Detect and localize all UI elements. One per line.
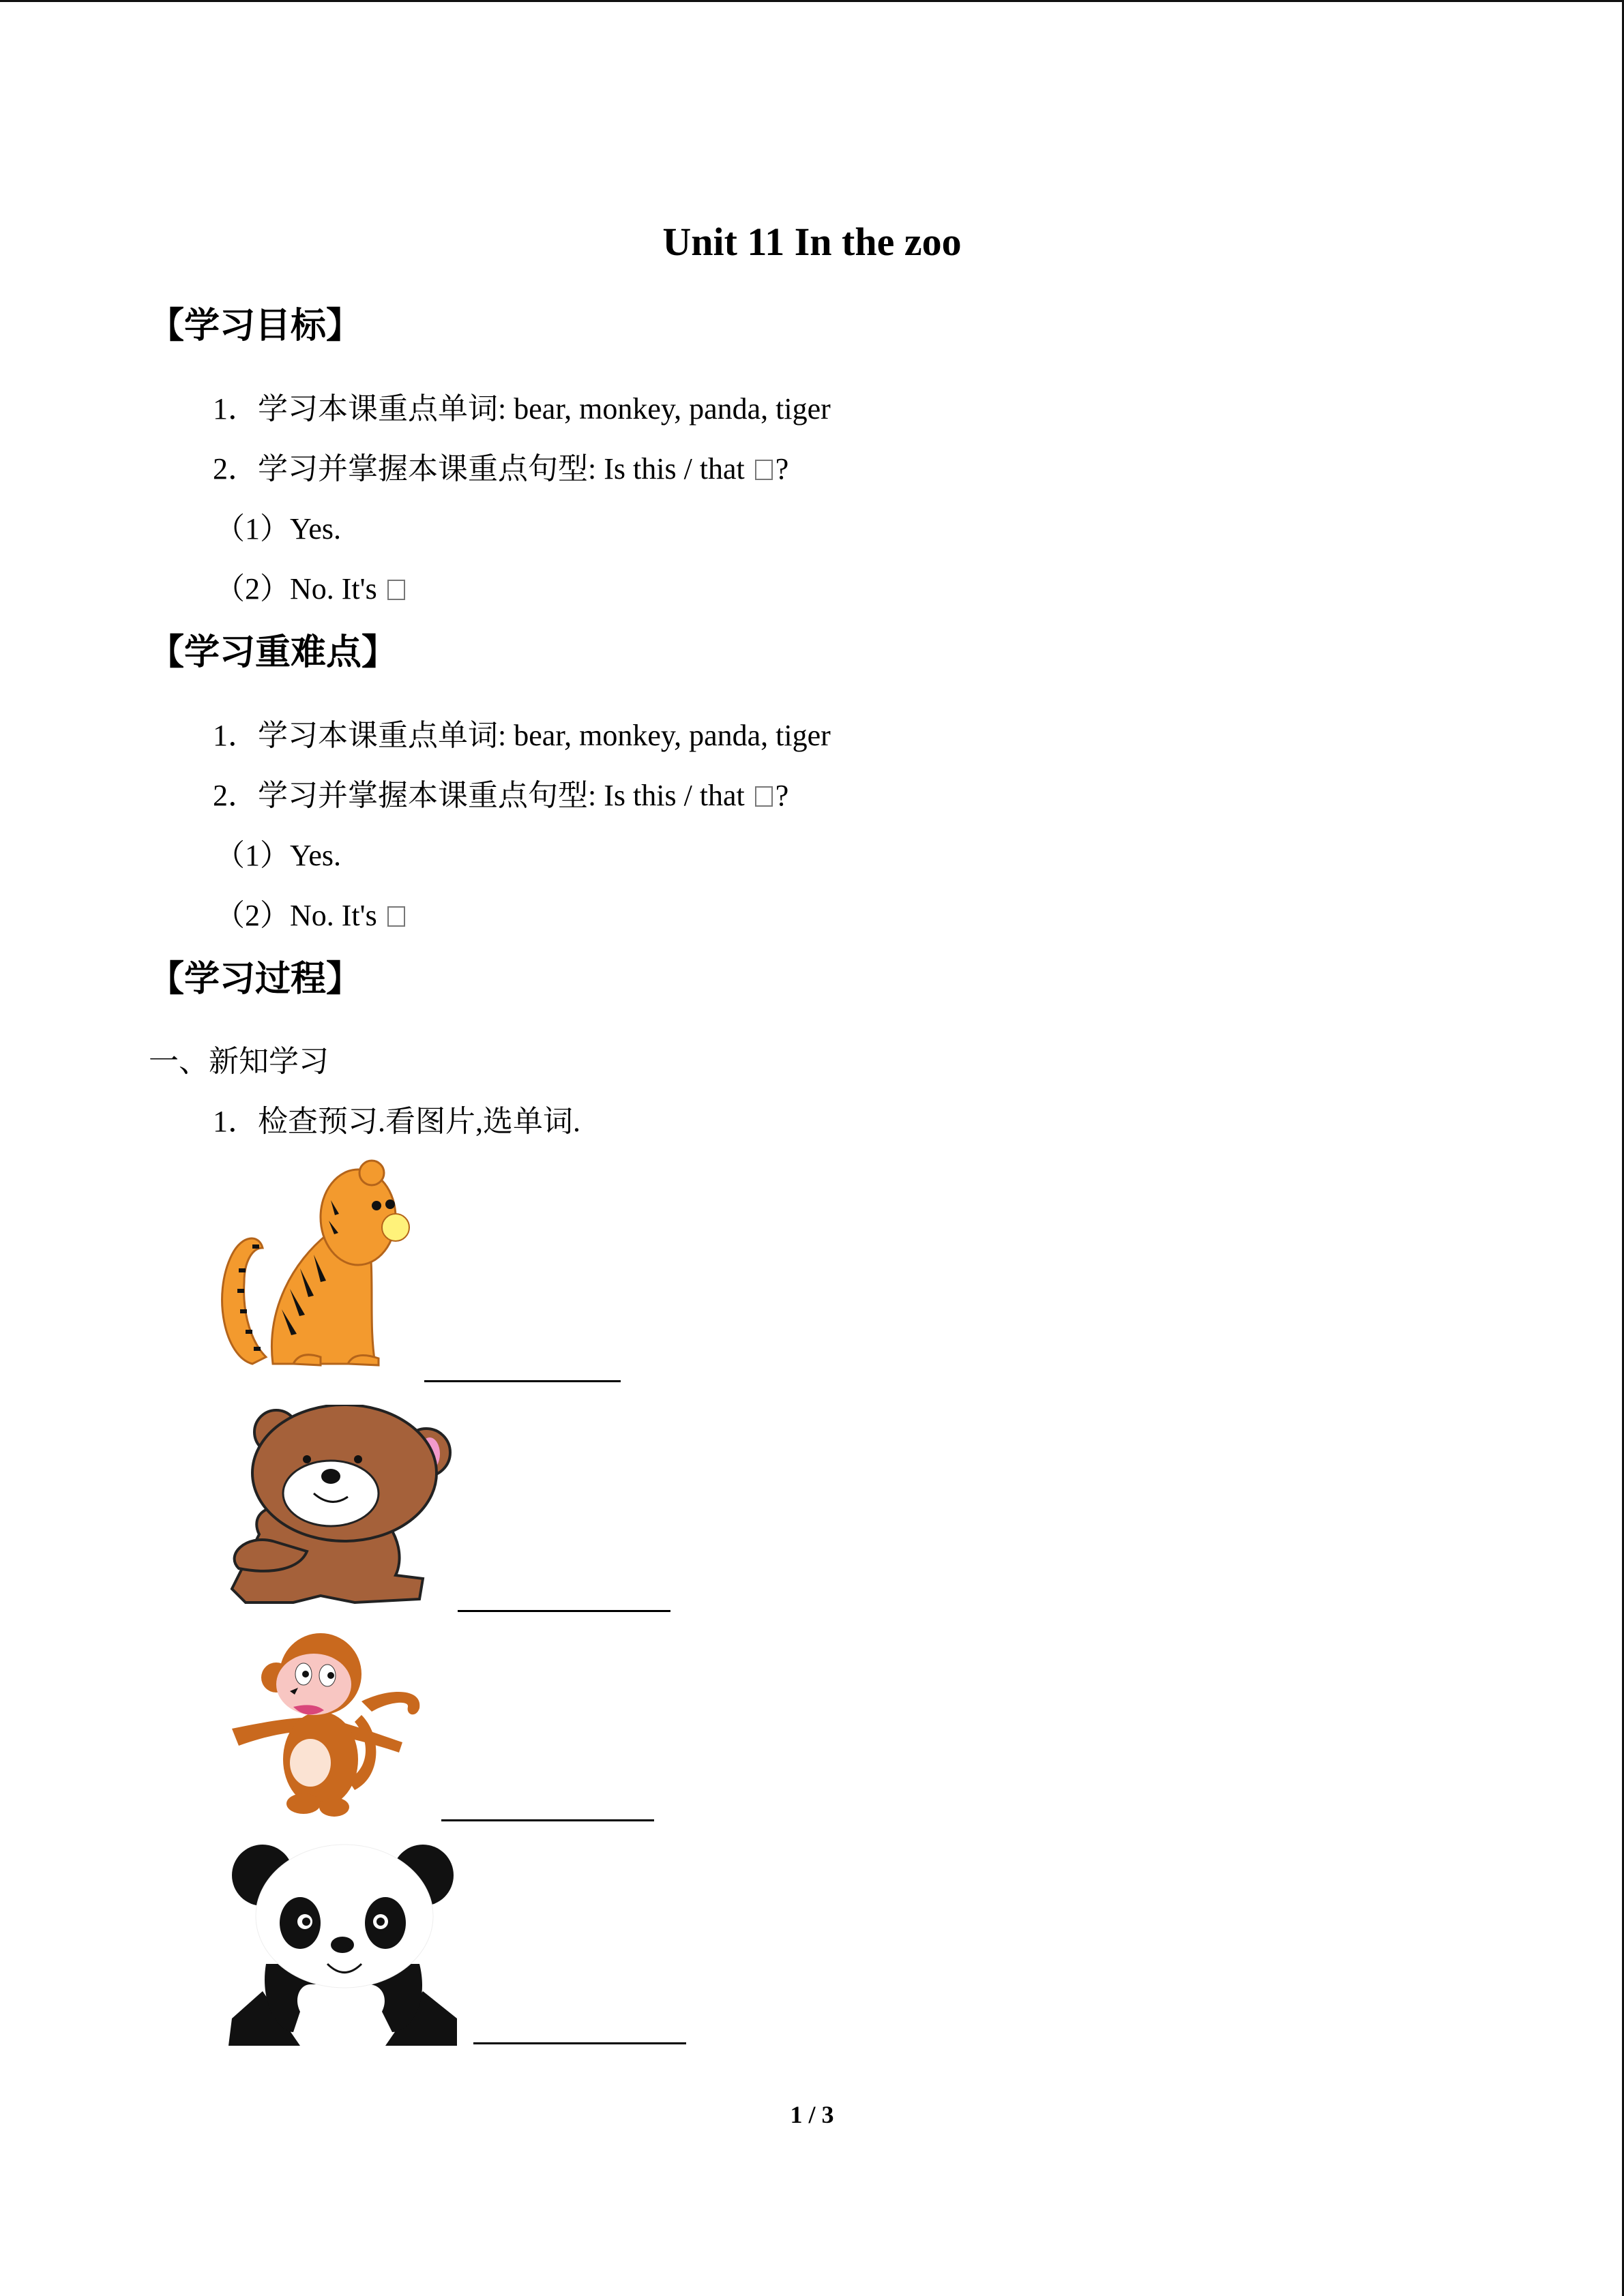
tiger-picture xyxy=(211,1159,423,1377)
answer-blank-tiger[interactable] xyxy=(424,1380,621,1382)
objective-subitem-2 xyxy=(215,569,408,610)
section-heading-process: 【学习过程】 xyxy=(149,959,362,1000)
page-border-top xyxy=(0,0,1624,2)
placeholder-box-icon xyxy=(387,580,405,600)
key-point-item-2-suffix: ? xyxy=(775,779,789,812)
answer-blank-panda[interactable] xyxy=(473,2042,686,2044)
bear-picture xyxy=(218,1405,457,1609)
section-heading-key-points: 【学习重难点】 xyxy=(149,632,398,673)
page-number: 1 / 3 xyxy=(790,2101,834,2128)
subsection-new-knowledge: 一、新知学习 xyxy=(149,1045,329,1078)
monkey-picture xyxy=(225,1633,430,1817)
section-heading-objectives: 【学习目标】 xyxy=(149,305,362,346)
key-point-item-2 xyxy=(213,775,788,816)
objective-item-2 xyxy=(213,449,788,490)
key-point-subitem-2 xyxy=(215,895,408,936)
answer-blank-monkey[interactable] xyxy=(441,1819,654,1821)
task-instruction: 1．检查预习.看图片,选单词. xyxy=(213,1105,580,1138)
objective-item-2-suffix: ? xyxy=(775,452,789,486)
key-point-subitem-1: （1）Yes. xyxy=(215,839,342,872)
objective-item-1 xyxy=(213,389,831,430)
key-point-item-2-text: 2．学习并掌握本课重点句型: Is this / that xyxy=(213,779,752,812)
document-title: Unit 11 In the zoo xyxy=(662,220,962,264)
key-point-item-1 xyxy=(213,715,831,756)
objective-item-2-text: 2．学习并掌握本课重点句型: Is this / that xyxy=(213,452,752,486)
objective-subitem-1: （1）Yes. xyxy=(215,512,342,546)
placeholder-box-icon xyxy=(755,460,773,480)
placeholder-box-icon xyxy=(387,906,405,927)
answer-blank-bear[interactable] xyxy=(458,1610,670,1612)
panda-picture xyxy=(225,1841,464,2049)
key-point-subitem-2-text: （2）No. It's xyxy=(215,899,385,932)
placeholder-box-icon xyxy=(755,786,773,807)
objective-subitem-2-text: （2）No. It's xyxy=(215,572,385,606)
objective-item-1-text: 1．学习本课重点单词: bear, monkey, panda, tiger xyxy=(213,392,831,426)
key-point-item-1-text: 1．学习本课重点单词: bear, monkey, panda, tiger xyxy=(213,719,831,752)
